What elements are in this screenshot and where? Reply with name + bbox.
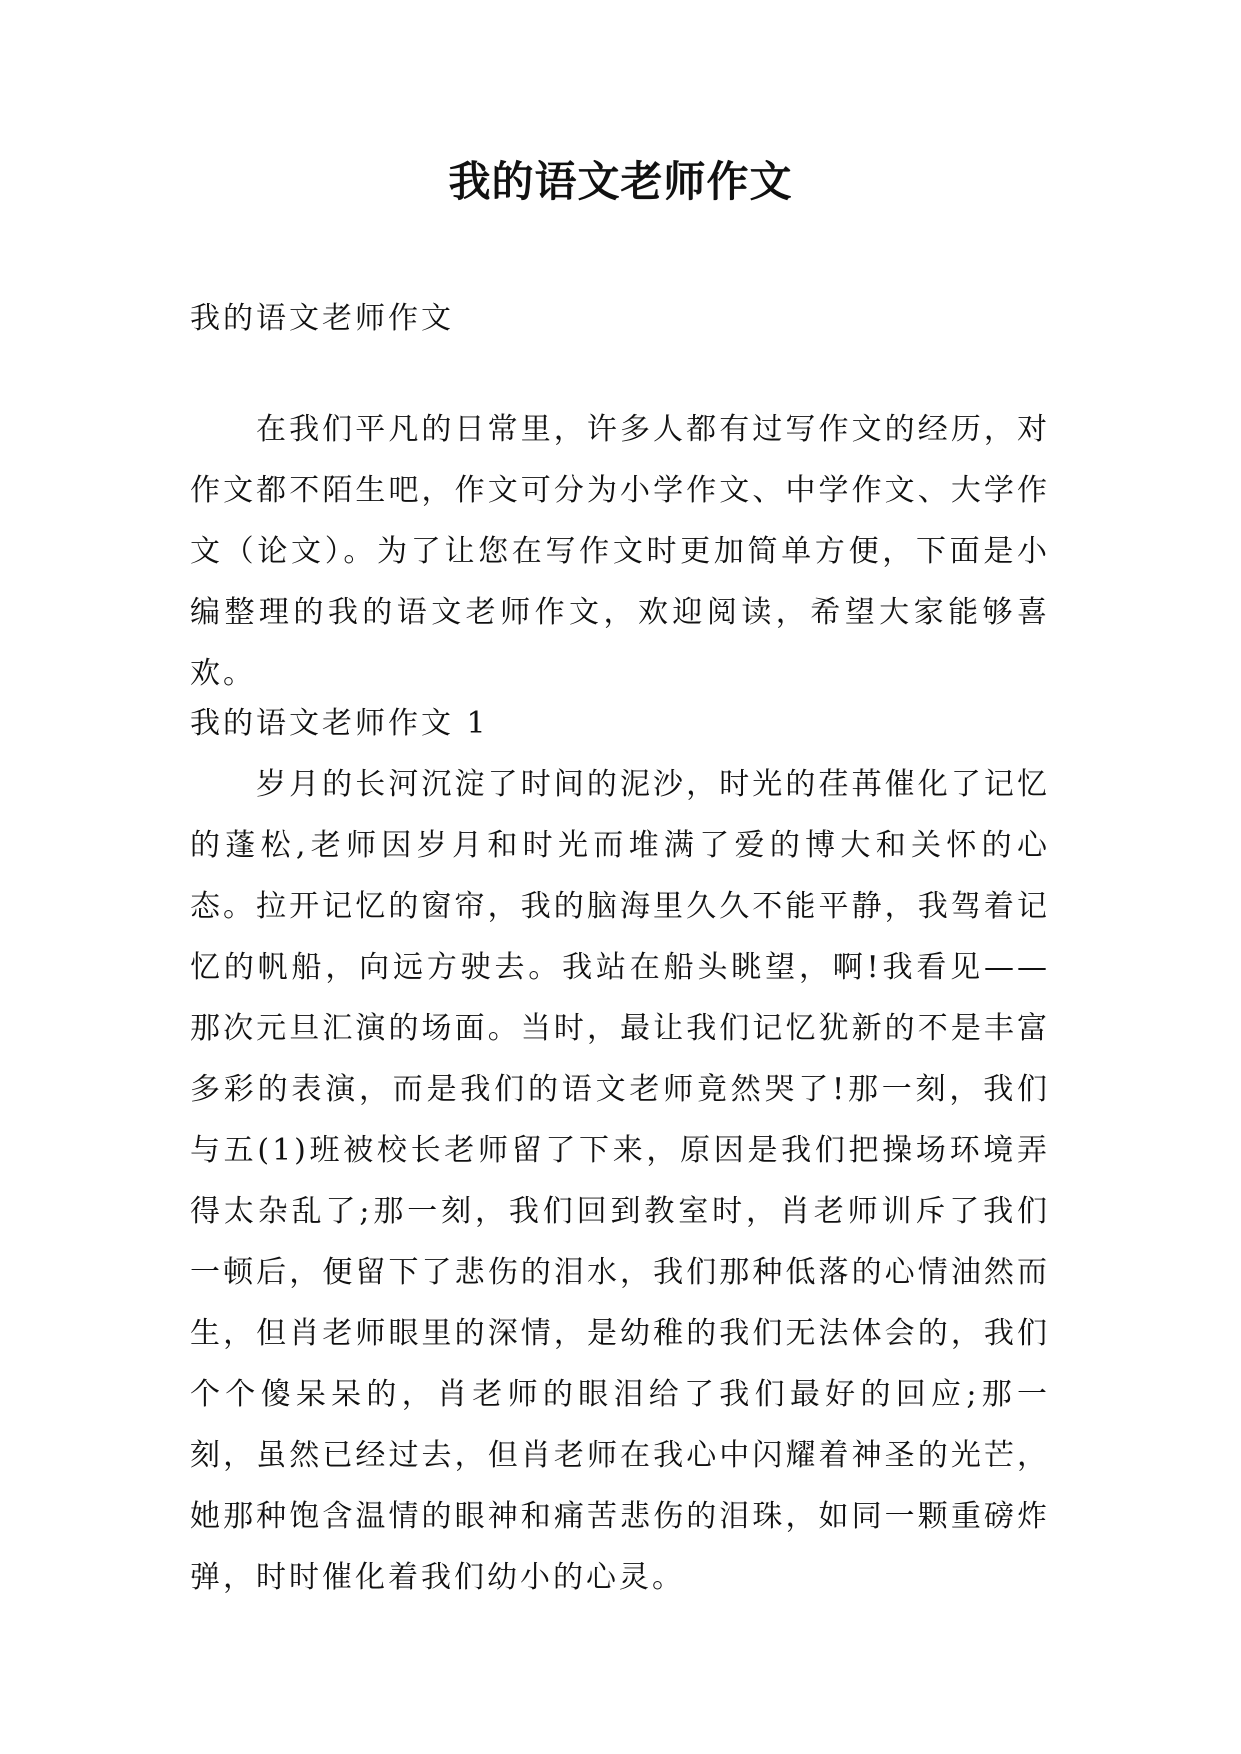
section-heading: 我的语文老师作文 1 [190,706,489,741]
document-subtitle: 我的语文老师作文 [190,301,454,336]
body-paragraph-1: 岁月的长河沉淀了时间的泥沙，时光的荏苒催化了记忆的蓬松,老师因岁月和时光而堆满了爱的博大和关怀的心态。 [190,767,1050,924]
body-paragraph-2: 拉开记忆的窗帘，我的脑海里久久不能平静，我驾着记忆的帆船，向远方驶去。我站在船头眺望，啊!我看见——那次元旦汇演的场面。当时，最让我们记忆犹新的不是丰富多彩的表演，而是我们的语文老师竟然哭了!那一刻，我们与五(1)班被校长老师留了下来，原因是我们把操场环境弄得太杂乱了;那一刻，我们回到教室时，肖老师训斥了我们一顿后，便留下了悲伤的泪水，我们那种低落的心情油然而生，但肖老师眼里的深情，是幼稚的我们无法体会的，我们个个傻呆呆的，肖老师的眼泪给了我们最好的回应;那一刻，虽然已经过去，但肖老师在我心中闪耀着神圣的光芒，她那种饱含温情的眼神和痛苦悲伤的泪珠，如同一颗重磅炸弹，时时催化着我们幼小的心灵。 [190,889,1050,1595]
intro-paragraph: 在我们平凡的日常里，许多人都有过写作文的经历，对作文都不陌生吧，作文可分为小学作文、中学作文、大学作文（论文）。为了让您在写作文时更加简单方便，下面是小编整理的我的语文老师作文，欢迎阅读，希望大家能够喜欢。 [190,412,1050,691]
document-title: 我的语文老师作文 [448,157,793,206]
